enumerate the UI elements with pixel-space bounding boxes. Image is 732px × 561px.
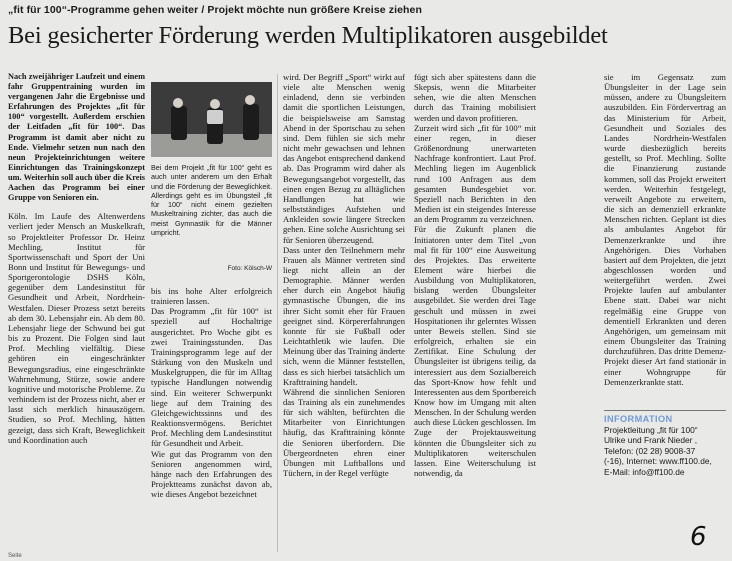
column-1 [8, 72, 145, 556]
article-lead: Nach zweijähriger Laufzeit und einem fahr Gruppentraining wurden im vergangenen Jahr die Ergebnisse und Erfahrungen des Projektes „fit für 100“ vorgestellt. Außerdem erschien der Leitfaden „fit für 100“. Das Programm ist damit aber nicht zu Ende. Vielmehr setzen nun nach den neun Projekteinrichtungen weitere Einrichtungen das Trainingskonzept um. Weiterhin soll auch über die Kreis Aachen das Programm bei einer Gruppe von Senioren ein. [8, 72, 145, 203]
photo-person-left-head [173, 98, 183, 108]
column-2-text [151, 286, 272, 499]
column-divider [277, 74, 278, 552]
column-4 [414, 72, 536, 556]
column-3 [283, 72, 405, 556]
column-2-paragraphs: bis ins hohe Alter erfolgreich trainieren lassen. Das Programm „fit für 100“ ist speziell auf Hochaltrige ausgerichtet. Pro Woche gibt es zwei Trainingsstunden. Das Trainingsprogramm lege auf der Stärkung von den Muskeln und Muskelgruppen, die für im Alltag typische Handlungen notwendig sind. Ein weiterer Schwerpunkt liege auf dem Training des Gleichgewichtssinns und des Reaktionsvermögens. Berichtet Prof. Mechling dem Landesinstitut für Gesundheit und Arbeit. Wie gut das Programm von den Senioren angenommen wird, hänge nach den Erfahrungen des Projektteams zunächst davon ab, wie dieses Angebot bezeichnet [151, 286, 272, 500]
column-5 [604, 72, 726, 400]
article-photo [151, 82, 272, 157]
photo-person-right-head [245, 95, 255, 105]
photo-caption: Bei dem Projekt „fit für 100“ geht es auch unter anderem um den Erhalt und die Förderung der Beweglichkeit. Allerdings geht es im Übungsteil „fit für 100“ nicht einem gezielten Muskeltraining zichter, das auch die meist Gymnastik für die Männer umpricht. [151, 163, 272, 238]
info-line-5: E-Mail: info@ff100.de [604, 466, 685, 477]
photo-person-right [243, 104, 259, 140]
article-headline: Bei gesicherter Förderung werden Multiplikatoren ausgebildet [8, 22, 608, 49]
column-1-text: Köln. Im Laufe des Altenwerdens verliert jeder Mensch an Muskelkraft, so Projektleiter Professor Dr. Heinz Mechling, Institut für Sportwissenschaft und Sport der Uni Bonn und Institut für Bewegungs- und Sportgerontologie DSHS Köln, gegenüber dem Landesinstitut für Gesundheit und Arbeit, Nordrhein-Westfalen. Dieser Prozess setzt bereits ab dem 30. Lebensjahr ein. Ab dem 80. Lebensjahr liege der Schwund bei gut bis zu Prozent. Die Folgen sind laut Prof. Mechling vielfältig. Diese gehören ein eingeschränkter Bewegungsradius, eine eingeschränkte Wahrnehmung, Stürze, sowie andere kognitive und motorische Probleme. Zu verhindern ist der Prozess nicht, aber er lasst sich merklich hinauszögern. Studien, so Prof. Mechling, hätten gezeigt, dass sich Kraft, Beweglichkeit und Koordination auch [8, 211, 145, 445]
column-5-text: sie im Gegensatz zum Übungsleiter in der Lage sein müssen, andere zu Übungsleitern auszubilden. Ein Fördervertrag an das Ministerium für Arbeit, Gesundheit und Soziales des Landes Nordrhein-Westfalen wurde diesbezüglich bereits gestellt, so Prof. Mechling. Sollte die Finanzierung zustande kommen, soll das Projekt erweitert werden. Weiterhin festgelegt, verweilt Angebote zu erweitern, die sich an demenziell erkrankte Menschen richten. Geplant ist dies als ambulantes Angebot für Demenzerkrankte und ihre Angehörigen. Dies Vorhaben basiert auf dem Projekten, die jetzt abgeschlossen worden und weitergeführt werden. Zwei Projekte laufen auf ambulanter Ebene statt. Dabei war nicht regelmäßig eine Gruppe von dementiell Erkrankten und deren Angehörigen, um gemeinsam mit einem Übungsleiter das Training durchzuführen. Das dritte Demenz-Projekt dieser Art fand stationär in einer Wohngruppe für Demenzerkrankte statt. [604, 72, 726, 387]
column-4-text: fügt sich aber spätestens dann die Skepsis, wenn die Mitarbeiter sehen, wie die alten Menschen durch das Training mobilisiert werden und davon profitieren. Zurzeit wird sich „fit für 100“ mit einer regen, in dieser Größenordnung unerwarteten Nachfrage konfrontiert. Laut Prof. Mechling liegen im Augenblick rund 100 Anfragen aus dem gesamten Bundesgebiet vor. Speziell nach Berichten in den Medien ist ein steigendes Interesse an dem Programm zu verzeichnen. Für die Zukunft planen die Initiatoren unter dem Titel „von mal fit für 100“ eine Ausweitung des Projektes. Das erweiterte Element wäre hierbei die Ausbildung von Multiplikatoren, bislang werden Übungsleiter ausgebildet. Sie werden drei Tage geschult und müssen in zwei Hospitationen ihr gelerntes Wissen unter Beweis stellen. Sind sie erfolgreich, erhalten sie ein Zertifikat. Eine Schulung der Übungsleiter ist übrigens teilig, da interessiert aus dem Sozialbereich das Sport-Know how fehlt und Interessenten aus dem Sportbereich Know how im Umgang mit alten Menschen. In der Schulung werden auch diese Lücken geschlossen. Im Zuge der Projektausweitung könnten die Übungsleiter sich zu Multiplikatoren weiterschulen lassen. Eine Weiterschulung ist notwendig, da [414, 72, 536, 479]
photo-credit: Foto: Kölsch-W [227, 265, 272, 272]
info-line-1: Projektleitung „fit für 100“ [604, 424, 698, 435]
article-kicker: „fit für 100“-Programme gehen weiter / Projekt möchte nun größere Kreise ziehen [8, 4, 423, 16]
info-line-3: Telefon: (02 28) 9008-37 [604, 445, 696, 456]
photo-person-center-shirt [207, 110, 223, 124]
photo-person-left [171, 106, 187, 140]
column-2 [151, 72, 272, 548]
info-line-2: Ulrike und Frank Nieder , [604, 435, 698, 446]
info-title: INFORMATION [604, 414, 673, 424]
handwritten-page-number: 6 [690, 522, 707, 552]
info-line-4: (-16), Internet: www.ff100.de, [604, 456, 712, 467]
photo-person-center-head [210, 99, 220, 109]
column-3-text: wird. Der Begriff „Sport“ wirkt auf viele alte Menschen wenig einladend, denn sie verbinden damit die sportlichen Leistungen, die beispielsweise am Samstag Abend in der Sportschau zu sehen sind. Dem fühlen sie sich mehr nicht mehr gewachsen und lehnen das Angebot entsprechend dankend ab. Das Programm wird daher als Bewegungsangebot vorgestellt, das einen engen Bezug zu alltäglichen Handlungen hat wie selbstständiges Aufstehen und Ankleiden sowie längere Strecken gehen. Eine solche Ausrichtung sei für Senioren überzeugend. Dass unter den Teilnehmern mehr Frauen als Männer vertreten sind liegt nicht allein an der Demographie. Männer werden eher durch ein Angebot häufig gymnastische Übungen, die ins ihrer Sicht somit eher für Frauen geeignet sind. Körpererfahrungen konnte für sie Fußball oder Leichtathletik wie laufen. Die Meinung über das Training änderte sich, wenn die Männer feststellen, dass es sich hierbei tatsächlich um Krafttraining handelt. Während die sinnlichen Senioren das Training als ein zunehmendes für sich wählten, befürchten die Mitarbeiter von Einrichtungen häufig, das Krafttraining könnte die Senioren überfordern. Die Übergeordneten ehren einer Übungen mit Luftballons und Tüchern, in der Regel verfügte [283, 72, 405, 479]
info-box [604, 414, 728, 478]
footer-mark: Seite [8, 553, 22, 559]
info-divider [604, 410, 726, 411]
